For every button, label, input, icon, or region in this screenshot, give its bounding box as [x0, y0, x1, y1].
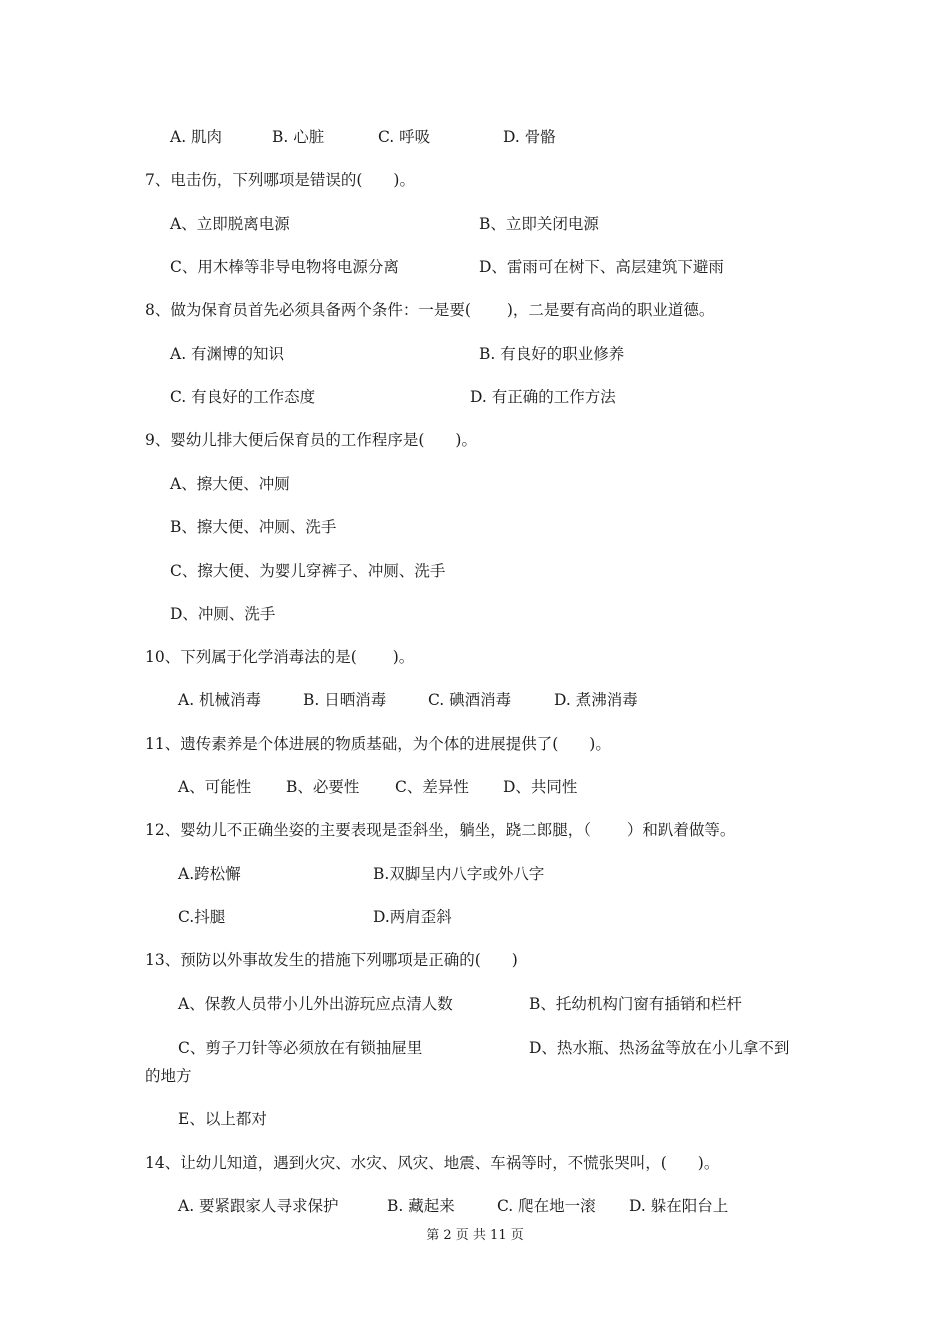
- q11-option-c: C、差异性: [395, 778, 469, 796]
- q7-option-c: C、用木棒等非导电物将电源分离: [170, 258, 399, 276]
- q12-option-a: A.跨松懈: [178, 865, 241, 883]
- q7-option-b: B、立即关闭电源: [479, 215, 599, 233]
- q14-option-d: D. 躲在阳台上: [629, 1197, 729, 1215]
- q9-option-a: A、擦大便、冲厕: [170, 475, 290, 493]
- q9-stem: 9、婴幼儿排大便后保育员的工作程序是( )。: [145, 431, 477, 449]
- q14-option-c: C. 爬在地一滚: [497, 1197, 596, 1215]
- q11-option-a: A、可能性: [178, 778, 252, 796]
- q6-option-b: B. 心脏: [272, 128, 325, 146]
- q13-stem: 13、预防以外事故发生的措施下列哪项是正确的( ): [145, 951, 518, 969]
- q12-option-d: D.两肩歪斜: [373, 908, 452, 926]
- q8-option-a: A. 有渊博的知识: [170, 345, 285, 363]
- q9-option-d: D、冲厕、洗手: [170, 605, 276, 623]
- q12-stem: 12、婴幼儿不正确坐姿的主要表现是歪斜坐，躺坐，跷二郎腿，（ ）和趴着做等。: [145, 821, 736, 839]
- q13-option-b: B、托幼机构门窗有插销和栏杆: [529, 995, 742, 1013]
- q10-option-c: C. 碘酒消毒: [428, 691, 512, 709]
- q13-option-d-continued: 的地方: [145, 1067, 192, 1085]
- q9-option-b: B、擦大便、冲厕、洗手: [170, 518, 337, 536]
- q14-option-a: A. 要紧跟家人寻求保护: [178, 1197, 339, 1215]
- q11-option-b: B、必要性: [286, 778, 360, 796]
- q7-option-d: D、雷雨可在树下、高层建筑下避雨: [479, 258, 724, 276]
- q10-stem: 10、下列属于化学消毒法的是( )。: [145, 648, 415, 666]
- q12-option-b: B.双脚呈内八字或外八字: [373, 865, 545, 883]
- q6-option-c: C. 呼吸: [378, 128, 431, 146]
- q11-option-d: D、共同性: [503, 778, 578, 796]
- q14-stem: 14、让幼儿知道，遇到火灾、水灾、风灾、地震、车祸等时，不慌张哭叫，( )。: [145, 1154, 720, 1172]
- q8-option-d: D. 有正确的工作方法: [470, 388, 616, 406]
- q9-option-c: C、擦大便、为婴儿穿裤子、冲厕、洗手: [170, 562, 446, 580]
- q8-option-c: C. 有良好的工作态度: [170, 388, 316, 406]
- q7-stem: 7、电击伤，下列哪项是错误的( )。: [145, 171, 415, 189]
- q10-option-b: B. 日晒消毒: [303, 691, 387, 709]
- page-number-footer: 第 2 页 共 11 页: [426, 1228, 524, 1243]
- q6-option-d: D. 骨骼: [503, 128, 556, 146]
- q13-option-a: A、保教人员带小儿外出游玩应点清人数: [178, 995, 453, 1013]
- q10-option-d: D. 煮沸消毒: [554, 691, 638, 709]
- q14-option-b: B. 藏起来: [387, 1197, 455, 1215]
- q8-option-b: B. 有良好的职业修养: [479, 345, 625, 363]
- q13-option-e: E、以上都对: [178, 1110, 267, 1128]
- q13-option-d: D、热水瓶、热汤盆等放在小儿拿不到: [529, 1039, 790, 1057]
- q10-option-a: A. 机械消毒: [178, 691, 262, 709]
- q11-stem: 11、遗传素养是个体进展的物质基础，为个体的进展提供了( )。: [145, 735, 611, 753]
- q13-option-c: C、剪子刀针等必须放在有锁抽屉里: [178, 1039, 423, 1057]
- q7-option-a: A、立即脱离电源: [170, 215, 290, 233]
- q6-option-a: A. 肌肉: [170, 128, 223, 146]
- q8-stem: 8、做为保育员首先必须具备两个条件：一是要( )，二是要有高尚的职业道德。: [145, 301, 715, 319]
- q12-option-c: C.抖腿: [178, 908, 226, 926]
